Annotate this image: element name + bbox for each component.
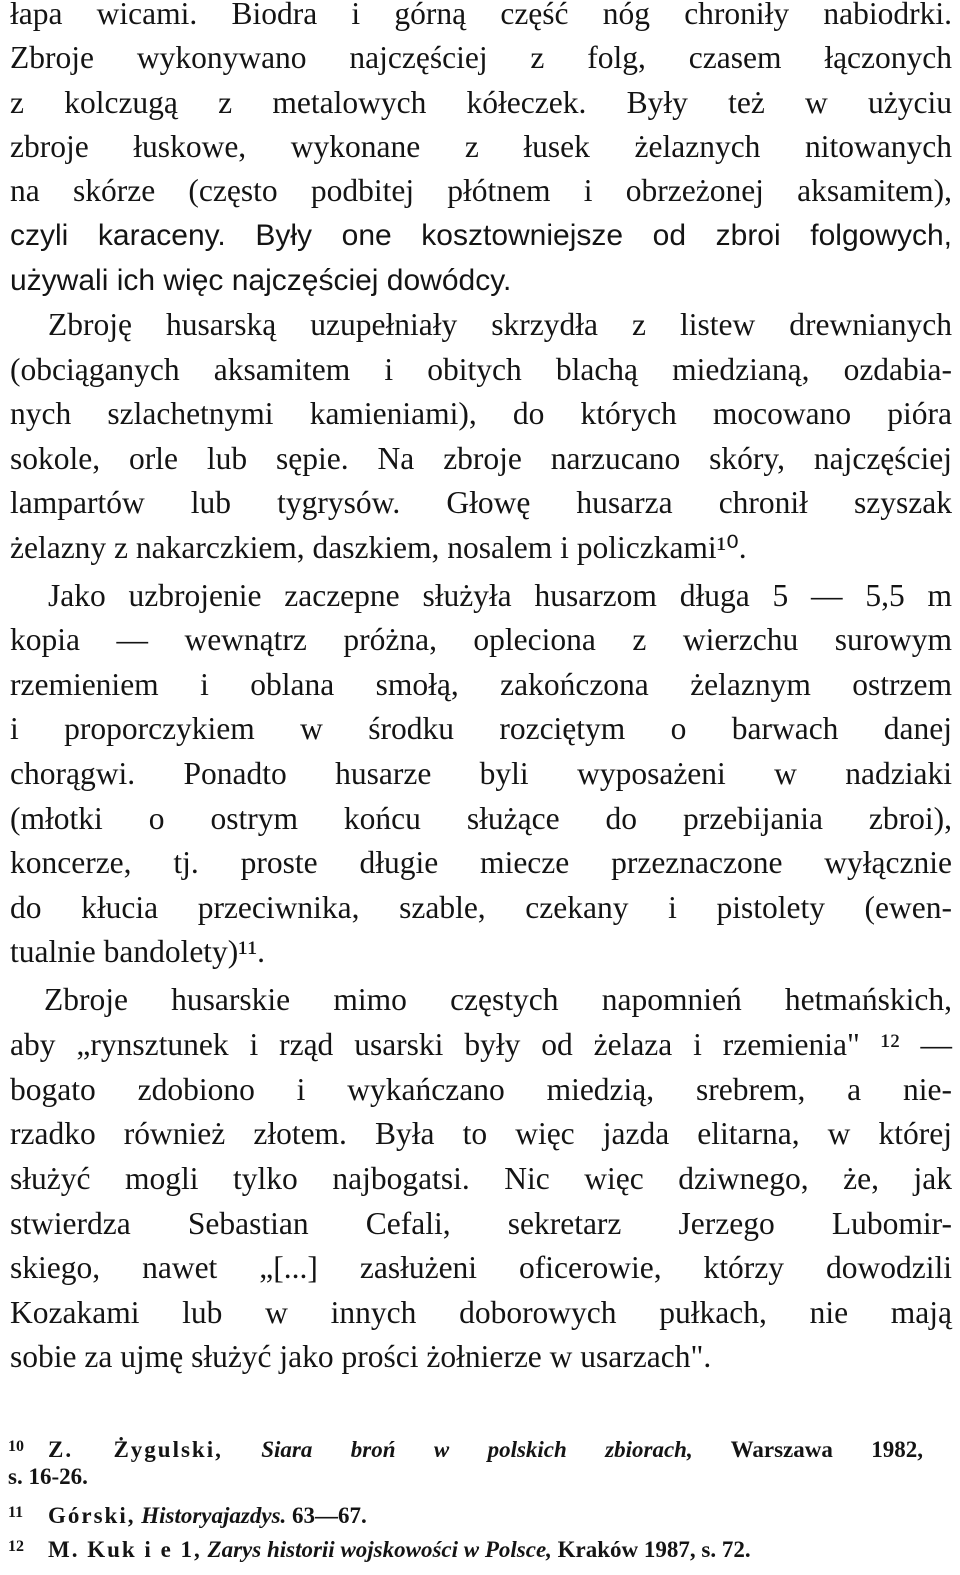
body-line: koncerze, tj. proste długie miecze przeznaczone wyłącznie <box>10 845 952 880</box>
body-line: do kłucia przeciwnika, szable, czekany i pistolety (ewen- <box>10 890 952 925</box>
body-line: (obciąganych aksamitem i obitych blachą miedzianą, ozdabia- <box>10 352 952 387</box>
footnote <box>8 1532 923 1565</box>
body-line: Zbroje wykonywano najczęściej z folg, czasem łączonych <box>10 40 952 75</box>
body-line: bogato zdobiono i wykańczano miedzią, srebrem, a nie- <box>10 1072 952 1107</box>
footnote-title: Siara broń w polskich zbiorach, <box>261 1437 693 1462</box>
body-line: Kozakami lub w innych doborowych pułkach, nie mają <box>10 1295 952 1330</box>
footnote-author: M. Kuk i e 1, <box>48 1537 202 1562</box>
body-line: skiego, nawet „[...] zasłużeni oficerowie, którzy dowodzili <box>10 1250 952 1285</box>
footnote-number: 10 <box>8 1438 24 1455</box>
footnote-rest: s. 16-26. <box>8 1464 88 1489</box>
body-line: łapa wicami. Biodra i górną część nóg chroniły nabiodrki. <box>10 0 952 31</box>
body-line: tualnie bandolety)¹¹. <box>10 934 266 969</box>
footnote-title: Historyajazdys. <box>141 1503 287 1528</box>
body-line: rzadko również złotem. Była to więc jazda elitarna, w której <box>10 1116 952 1151</box>
body-line: z kolczugą z metalowych kółeczek. Były też w użyciu <box>10 85 952 120</box>
body-line: i proporczykiem w środku rozciętym o barwach danej <box>10 711 952 746</box>
footnote-number: 12 <box>8 1538 24 1555</box>
body-line: na skórze (często podbitej płótnem i obrzeżonej aksamitem), <box>10 173 952 208</box>
body-line: żelazny z nakarczkiem, daszkiem, nosalem i policzkami¹⁰. <box>10 530 747 565</box>
body-line: Zbroję husarską uzupełniały skrzydła z listew drewnianych <box>48 307 952 342</box>
body-line: rzemieniem i oblana smołą, zakończona żelaznym ostrzem <box>10 667 952 702</box>
body-line: aby „rynsztunek i rząd usarski były od żelaza i rzemienia" ¹² — <box>10 1027 952 1062</box>
body-line: sokole, orle lub sępie. Na zbroje narzucano skóry, najczęściej <box>10 441 952 476</box>
body-line: lampartów lub tygrysów. Głowę husarza chronił szyszak <box>10 485 952 520</box>
body-line: Zbroje husarskie mimo częstych napomnień hetmańskich, <box>44 982 952 1017</box>
footnote <box>8 1462 923 1492</box>
body-line: Jako uzbrojenie zaczepne służyła husarzom długa 5 — 5,5 m <box>48 578 952 613</box>
footnote-rest: Kraków 1987, s. 72. <box>557 1537 751 1562</box>
body-line: nych szlachetnymi kamieniami), do których mocowano pióra <box>10 396 952 431</box>
footnote-rest: 63—67. <box>292 1503 367 1528</box>
body-line: kopia — wewnątrz próżna, opleciona z wierzchu surowym <box>10 622 952 657</box>
footnote-title: Zarys historii wojskowości w Polsce, <box>207 1537 552 1562</box>
footnote-author: Z. Żygulski, <box>48 1437 223 1462</box>
body-line: stwierdza Sebastian Cefali, sekretarz Jerzego Lubomir- <box>10 1206 952 1241</box>
body-line: używali ich więc najczęściej dowódcy. <box>10 264 512 297</box>
body-line: służyć mogli tylko najbogatsi. Nic więc dziwnego, że, jak <box>10 1161 952 1196</box>
footnote-author: Górski, <box>48 1503 136 1528</box>
body-line: (młotki o ostrym końcu służące do przebijania zbroi), <box>10 801 952 836</box>
footnote <box>8 1432 923 1465</box>
body-line: sobie za ujmę służyć jako prości żołnierze w usarzach". <box>10 1339 712 1374</box>
body-line: zbroje łuskowe, wykonane z łusek żelaznych nitowanych <box>10 129 952 164</box>
body-line: chorągwi. Ponadto husarze byli wyposażeni w nadziaki <box>10 756 952 791</box>
footnote-number: 11 <box>8 1504 24 1521</box>
body-line: czyli karaceny. Były one kosztowniejsze od zbroi folgowych, <box>10 219 952 252</box>
footnote <box>8 1498 923 1531</box>
footnote-rest: Warszawa 1982, <box>730 1437 923 1462</box>
